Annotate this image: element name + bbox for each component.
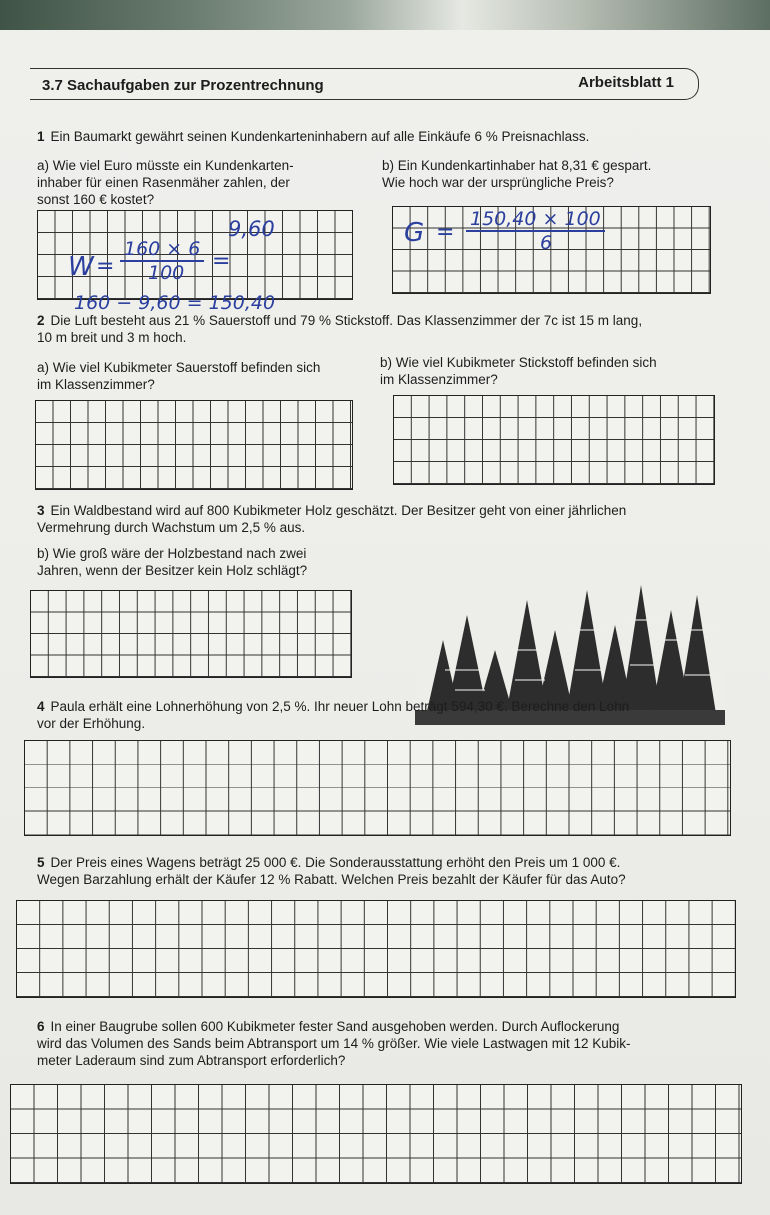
answer-grid-5[interactable] <box>16 900 736 998</box>
handwriting-denominator: 6 <box>540 232 553 254</box>
question-line: b) Ein Kundenkartinhaber hat 8,31 € gespart. <box>382 158 652 173</box>
task-number: 3 <box>37 503 45 518</box>
handwriting-equals: = <box>436 220 455 245</box>
task-statement: meter Laderaum sind zum Abtransport erforderlich? <box>37 1053 346 1068</box>
task-statement: Vermehrung durch Wachstum um 2,5 % aus. <box>37 520 306 535</box>
question-line: im Klassenzimmer? <box>380 372 498 387</box>
sheet-label: Arbeitsblatt 1 <box>578 74 674 91</box>
task-statement: Ein Waldbestand wird auf 800 Kubikmeter Holz geschätzt. Der Besitzer geht von einer jährlichen <box>50 503 627 518</box>
task-1a-question <box>37 157 294 208</box>
task-2b-question <box>380 354 657 388</box>
question-line: Jahren, wenn der Besitzer kein Holz schlägt? <box>37 563 308 578</box>
handwriting-numerator: 150,40 × 100 <box>466 208 605 232</box>
answer-grid-2b[interactable] <box>393 395 715 485</box>
task-6-text <box>37 1018 631 1069</box>
answer-grid-4[interactable] <box>24 740 731 836</box>
handwriting-result: 9,60 <box>228 217 275 241</box>
title-bar <box>30 68 699 100</box>
task-3-text <box>37 502 626 536</box>
task-2-text <box>37 312 642 346</box>
question-line: inhaber für einen Rasenmäher zahlen, der <box>37 175 290 190</box>
task-statement: Die Luft besteht aus 21 % Sauerstoff und 79 % Stickstoff. Das Klassenzimmer der 7c ist 15 m lang, <box>50 313 643 328</box>
task-number: 1 <box>37 129 45 144</box>
task-statement: In einer Baugrube sollen 600 Kubikmeter fester Sand ausgehoben werden. Durch Auflockerung <box>50 1019 620 1034</box>
task-number: 5 <box>37 855 45 870</box>
task-number: 4 <box>37 699 45 714</box>
handwriting-equals: = <box>212 249 231 274</box>
task-5-text <box>37 854 626 888</box>
task-statement: Paula erhält eine Lohnerhöhung von 2,5 %. Ihr neuer Lohn beträgt 594,30 €. Berechne den Lohn <box>50 699 630 714</box>
question-line: Wie hoch war der ursprüngliche Preis? <box>382 175 614 190</box>
task-4-text <box>37 698 629 732</box>
answer-grid-3b[interactable] <box>30 590 352 678</box>
task-statement: Ein Baumarkt gewährt seinen Kundenkarteninhabern auf alle Einkäufe 6 % Preisnachlass. <box>50 129 590 144</box>
handwriting-g: G <box>404 218 425 248</box>
worksheet-page <box>0 30 770 1215</box>
worksheet-title: 3.7 Sachaufgaben zur Prozentrechnung <box>42 77 324 94</box>
handwriting-line: 160 − 9,60 = 150,40 <box>74 292 276 314</box>
question-line: im Klassenzimmer? <box>37 377 155 392</box>
handwriting-w: W <box>68 252 94 282</box>
task-number: 2 <box>37 313 45 328</box>
question-line: sonst 160 € kostet? <box>37 192 155 207</box>
handwriting-numerator: 160 × 6 <box>120 238 204 262</box>
task-statement: wird das Volumen des Sands beim Abtransport um 14 % größer. Wie viele Lastwagen mit 12 Kubik- <box>37 1036 631 1051</box>
task-1-text <box>37 128 589 145</box>
handwriting-denominator: 100 <box>148 262 185 284</box>
question-line: b) Wie viel Kubikmeter Stickstoff befinden sich <box>380 355 657 370</box>
question-line: b) Wie groß wäre der Holzbestand nach zwei <box>37 546 307 561</box>
task-1b-question <box>382 157 651 191</box>
task-statement: 10 m breit und 3 m hoch. <box>37 330 187 345</box>
task-statement: Der Preis eines Wagens beträgt 25 000 €. Die Sonderausstattung erhöht den Preis um 1 000 €. <box>50 855 621 870</box>
task-statement: Wegen Barzahlung erhält der Käufer 12 % Rabatt. Welchen Preis bezahlt der Käufer für das Auto? <box>37 872 626 887</box>
task-3b-question <box>37 545 307 579</box>
question-line: a) Wie viel Euro müsste ein Kundenkarten- <box>37 158 294 173</box>
task-statement: vor der Erhöhung. <box>37 716 146 731</box>
task-2a-question <box>37 359 320 393</box>
answer-grid-2a[interactable] <box>35 400 353 490</box>
handwriting-equals: = <box>96 254 115 279</box>
task-number: 6 <box>37 1019 45 1034</box>
question-line: a) Wie viel Kubikmeter Sauerstoff befinden sich <box>37 360 321 375</box>
answer-grid-6[interactable] <box>10 1084 742 1184</box>
